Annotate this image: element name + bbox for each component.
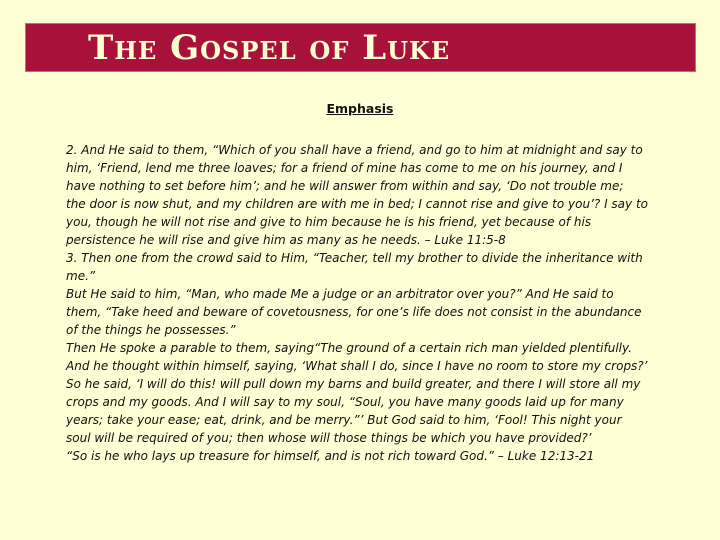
scripture-passage <box>66 141 692 465</box>
passage-line: 2. And He said to them, “Which of you shall have a friend, and go to him at midnight and say to <box>66 143 643 157</box>
slide-title: The Gospel of Luke <box>88 28 451 68</box>
passage-line: have nothing to set before him’; and he will answer from within and say, ‘Do not trouble me; <box>66 179 624 193</box>
passage-line: “So is he who lays up treasure for himself, and is not rich toward God.” – Luke 12:13-21 <box>66 449 595 463</box>
passage-line: persistence he will rise and give him as many as he needs. – Luke 11:5-8 <box>66 233 506 247</box>
section-heading: Emphasis <box>326 101 394 116</box>
passage-line: the door is now shut, and my children are with me in bed; I cannot rise and give to you’? I say to <box>66 197 648 211</box>
passage-line: So he said, ‘I will do this! will pull down my barns and build greater, and there I will store all my <box>66 377 641 391</box>
passage-line: soul will be required of you; then whose will those things be which you have provided?’ <box>66 431 592 445</box>
passage-line: you, though he will not rise and give to him because he is his friend, yet because of his <box>66 215 592 229</box>
passage-line: them, “Take heed and beware of covetousness, for one’s life does not consist in the abundance <box>66 305 642 319</box>
title-banner <box>25 23 696 72</box>
passage-line: him, ‘Friend, lend me three loaves; for a friend of mine has come to me on his journey, and I <box>66 161 623 175</box>
passage-line: me.” <box>66 269 96 283</box>
passage-line: years; take your ease; eat, drink, and be merry.”’ But God said to him, ‘Fool! This night your <box>66 413 622 427</box>
passage-line: Then He spoke a parable to them, saying“The ground of a certain rich man yielded plentifully. <box>66 341 632 355</box>
passage-line: crops and my goods. And I will say to my soul, “Soul, you have many goods laid up for many <box>66 395 624 409</box>
passage-line: But He said to him, “Man, who made Me a judge or an arbitrator over you?” And He said to <box>66 287 614 301</box>
passage-line: And he thought within himself, saying, ‘What shall I do, since I have no room to store my crops?’ <box>66 359 648 373</box>
passage-line: of the things he possesses.” <box>66 323 236 337</box>
passage-line: 3. Then one from the crowd said to Him, “Teacher, tell my brother to divide the inheritance with <box>66 251 643 265</box>
